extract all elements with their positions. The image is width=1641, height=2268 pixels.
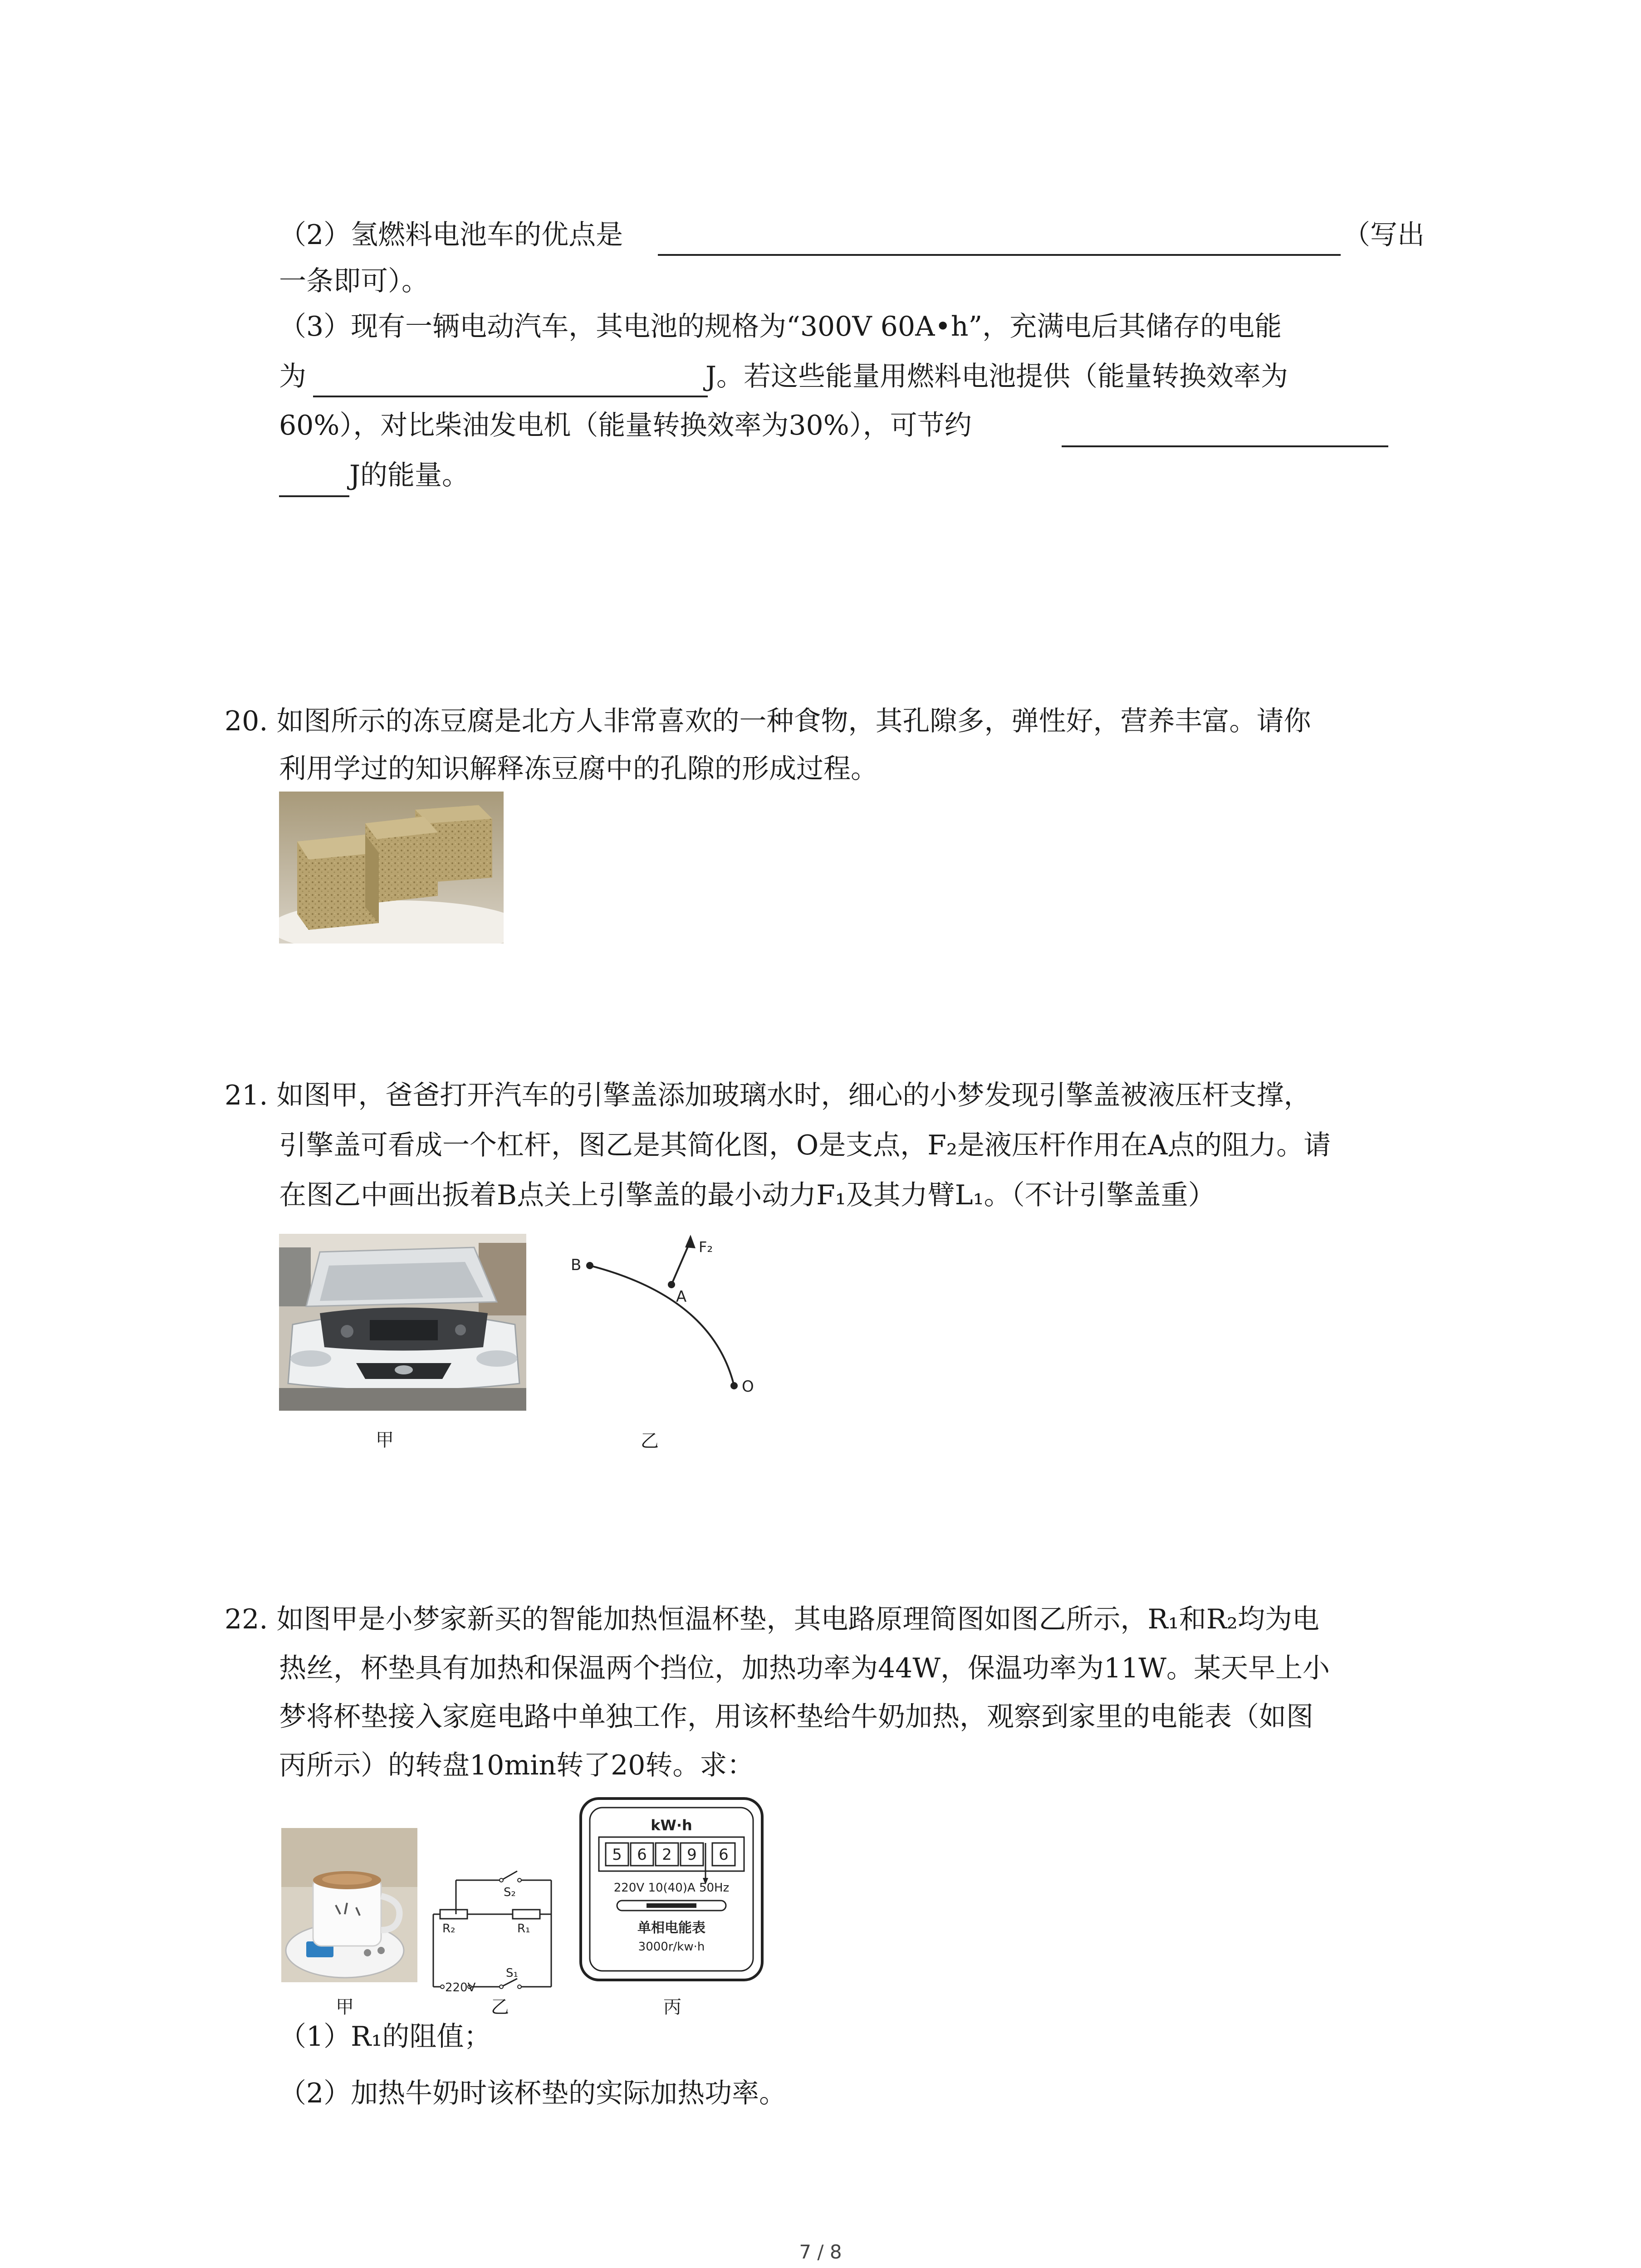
- q22-question-line2: 热丝，杯垫具有加热和保温两个挡位，加热功率为44W，保温功率为11W。某天早上小: [279, 1652, 1330, 1684]
- electric-energy-meter: [578, 1796, 764, 1982]
- q22-caption-yi: 乙: [491, 1997, 509, 2018]
- meter-constant: 3000r/kw·h: [638, 1940, 705, 1954]
- q19-part3-line1: （3）现有一辆电动汽车，其电池的规格为“300V 60A•h”，充满电后其储存的电能: [279, 311, 1282, 342]
- q19-answer-blank-3a[interactable]: [1062, 445, 1388, 447]
- q19-part2-end: （写出: [1343, 219, 1425, 251]
- q22-question-line4: 丙所示）的转盘10min转了20转。求：: [279, 1750, 754, 1781]
- q22-subquestion-2: （2）加热牛奶时该杯垫的实际加热功率。: [279, 2077, 787, 2109]
- point-o-label: O: [742, 1378, 754, 1396]
- q22-caption-jia: 甲: [336, 1997, 354, 2018]
- q19-part3-line4: J的能量。: [349, 459, 470, 491]
- meter-digit-4: 9: [687, 1846, 697, 1864]
- q21-caption-jia: 甲: [376, 1430, 394, 1451]
- frozen-tofu-photo: [279, 792, 504, 943]
- q19-answer-blank-2[interactable]: [313, 396, 708, 397]
- q19-part2-cont: 一条即可）。: [279, 265, 429, 297]
- switch-s1-label: S₁: [506, 1966, 518, 1980]
- q20-question-line1: 20. 如图所示的冻豆腐是北方人非常喜欢的一种食物，其孔隙多，弹性好，营养丰富。请你: [225, 705, 1311, 737]
- cup-pad-circuit-diagram: [429, 1842, 565, 1996]
- q20-question-line2: 利用学过的知识解释冻豆腐中的孔隙的形成过程。: [279, 753, 878, 785]
- q22-caption-bing: 丙: [663, 1997, 681, 2018]
- q19-part2-start: （2）氢燃料电池车的优点是: [279, 219, 623, 251]
- supply-voltage-label: 220V: [445, 1981, 476, 1994]
- meter-digit-3: 2: [662, 1846, 672, 1864]
- car-engine-hood-photo: [279, 1234, 526, 1411]
- q19-part3-line3: 60%），对比柴油发电机（能量转换效率为30%），可节约: [279, 410, 972, 441]
- q22-question-line3: 梦将杯垫接入家庭电路中单独工作，用该杯垫给牛奶加热，观察到家里的电能表（如图: [279, 1701, 1313, 1733]
- point-b-label: B: [571, 1256, 582, 1274]
- point-a-label: A: [676, 1288, 687, 1306]
- hood-lever-diagram: [563, 1225, 767, 1406]
- force-f2-label: F₂: [699, 1238, 713, 1256]
- page-number: 7 / 8: [799, 2241, 842, 2263]
- q21-question-line2: 引擎盖可看成一个杠杆，图乙是其简化图，O是支点，F₂是液压杆作用在A点的阻力。请: [279, 1129, 1331, 1161]
- meter-digit-5: 6: [719, 1846, 729, 1864]
- meter-name: 单相电能表: [637, 1920, 705, 1936]
- q22-question-line1: 22. 如图甲是小梦家新买的智能加热恒温杯垫，其电路原理简图如图乙所示，R₁和R₂均为电: [225, 1603, 1319, 1635]
- q19-part3-line2-end: J。若这些能量用燃料电池提供（能量转换效率为: [705, 361, 1288, 392]
- resistor-r2-label: R₂: [442, 1922, 456, 1936]
- meter-digit-1: 5: [612, 1846, 622, 1864]
- q21-question-line3: 在图乙中画出扳着B点关上引擎盖的最小动力F₁及其力臂L₁。（不计引擎盖重）: [279, 1179, 1215, 1211]
- q21-question-line1: 21. 如图甲，爸爸打开汽车的引擎盖添加玻璃水时，细心的小梦发现引擎盖被液压杆支撑，: [225, 1080, 1311, 1111]
- resistor-r1-label: R₁: [517, 1922, 530, 1936]
- meter-unit: kW·h: [651, 1817, 692, 1834]
- meter-rating: 220V 10(40)A 50Hz: [613, 1881, 730, 1895]
- q19-answer-blank-3b[interactable]: [279, 495, 349, 497]
- q19-answer-blank-1[interactable]: [658, 254, 1341, 256]
- meter-digit-2: 6: [637, 1846, 647, 1864]
- switch-s2-label: S₂: [504, 1886, 516, 1899]
- q19-part3-line2-start: 为: [279, 361, 306, 392]
- heated-cup-pad-photo: [281, 1828, 417, 1982]
- q22-subquestion-1: （1）R₁的阻值；: [279, 2021, 491, 2053]
- q21-caption-yi: 乙: [641, 1431, 659, 1452]
